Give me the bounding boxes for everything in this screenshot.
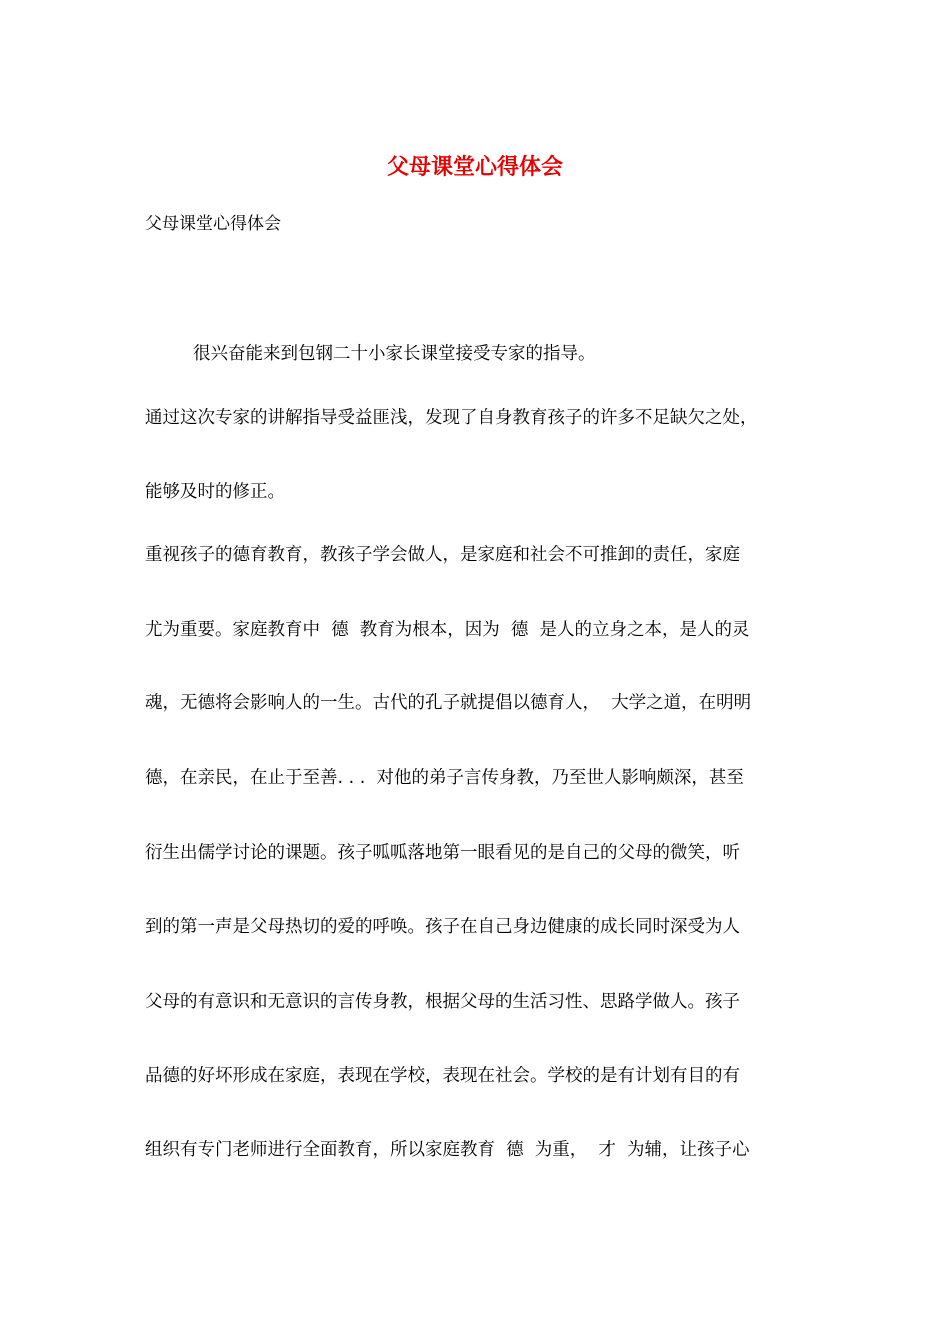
paragraph-line-5: 尤为重要。家庭教育中 德 教育为根本，因为 德 是人的立身之本，是人的灵 (145, 620, 750, 640)
document-title: 父母课堂心得体会 (386, 155, 563, 180)
paragraph-line-12: 组织有专门老师进行全面教育，所以家庭教育 德 为重， 才 为辅，让孩子心 (145, 1140, 750, 1160)
paragraph-line-6: 魂，无德将会影响人的一生。古代的孔子就提倡以德育人， 大学之道，在明明 (145, 693, 752, 713)
document-subtitle: 父母课堂心得体会 (145, 214, 281, 234)
paragraph-line-8: 衍生出儒学讨论的课题。孩子呱呱落地第一眼看见的是自己的父母的微笑，听 (145, 843, 740, 863)
paragraph-line-1: 很兴奋能来到包钢二十小家长课堂接受专家的指导。 (193, 344, 596, 364)
paragraph-line-3: 能够及时的修正。 (145, 482, 285, 502)
paragraph-line-7: 德，在亲民，在止于至善. . . 对他的弟子言传身教，乃至世人影响颇深，甚至 (145, 768, 744, 788)
paragraph-line-11: 品德的好坏形成在家庭，表现在学校，表现在社会。学校的是有计划有目的有 (145, 1066, 740, 1086)
paragraph-line-10: 父母的有意识和无意识的言传身教，根据父母的生活习性、思路学做人。孩子 (145, 992, 740, 1012)
paragraph-line-9: 到的第一声是父母热切的爱的呼唤。孩子在自己身边健康的成长同时深受为人 (145, 917, 740, 937)
paragraph-line-2: 通过这次专家的讲解指导受益匪浅，发现了自身教育孩子的许多不足缺欠之处， (145, 408, 758, 428)
paragraph-line-4: 重视孩子的德育教育，教孩子学会做人，是家庭和社会不可推卸的责任，家庭 (145, 545, 740, 565)
